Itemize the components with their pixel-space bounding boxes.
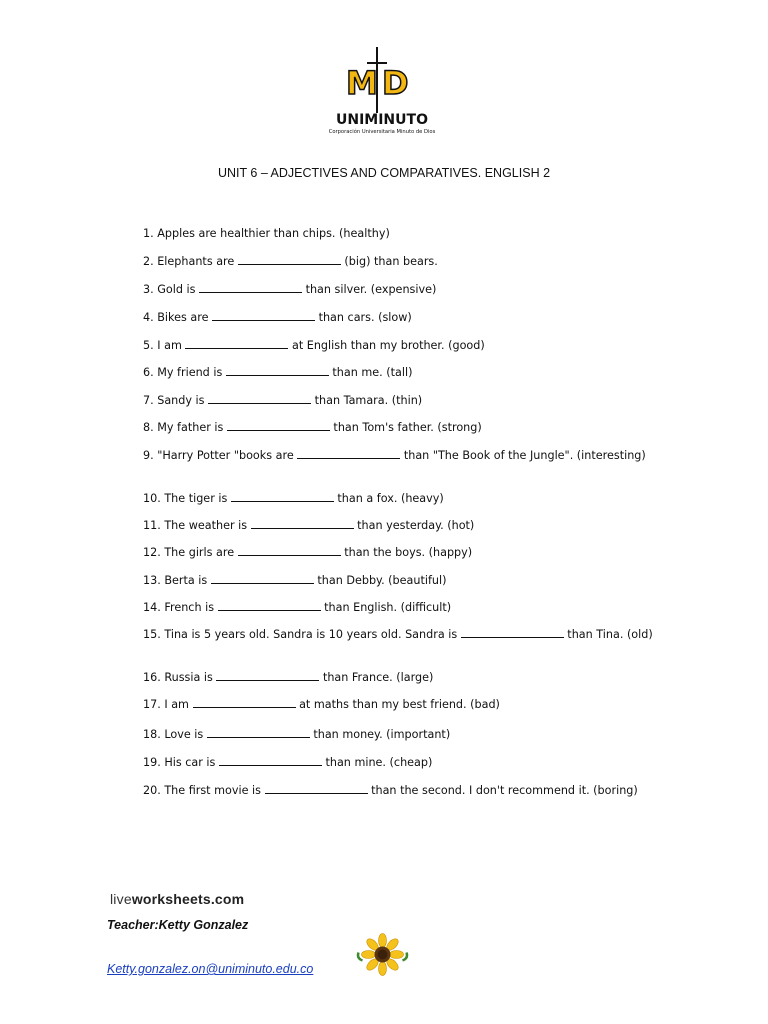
exercise-text-before: 8. My father is	[143, 421, 227, 434]
exercise-text-after: than the second. I don't recommend it. (boring)	[367, 784, 638, 797]
exercise-item	[143, 448, 688, 463]
exercise-text-before: 1. Apples are healthier than chips. (healthy)	[143, 227, 390, 240]
exercise-text-before: 4. Bikes are	[143, 311, 213, 324]
logo-name: UNIMINUTO	[336, 112, 428, 128]
answer-blank[interactable]	[297, 448, 400, 459]
exercise-text-after: than France. (large)	[319, 671, 434, 684]
exercise-text-after: than money. (important)	[309, 728, 451, 741]
exercise-text-after: at maths than my best friend. (bad)	[295, 698, 500, 711]
exercise-item	[143, 282, 688, 297]
logo-mark: M	[346, 64, 378, 102]
exercise-text-before: 19. His car is	[143, 756, 219, 769]
exercise-text-before: 17. I am	[143, 698, 193, 711]
exercise-item	[143, 338, 688, 353]
teacher-email-link[interactable]: Ketty.gonzalez.on@uniminuto.edu.co	[107, 962, 314, 976]
exercise-text-before: 16. Russia is	[143, 671, 217, 684]
exercise-text-after: than Debby. (beautiful)	[313, 574, 447, 587]
exercise-text-after: than Tina. (old)	[563, 628, 653, 641]
answer-blank[interactable]	[231, 491, 334, 502]
answer-blank[interactable]	[199, 282, 302, 293]
exercise-text-after: than mine. (cheap)	[321, 756, 433, 769]
exercise-item	[143, 600, 688, 615]
exercise-text-after: than silver. (expensive)	[302, 283, 437, 296]
exercise-item	[143, 670, 688, 685]
exercise-text-after: (big) than bears.	[340, 255, 438, 268]
exercise-item	[143, 545, 688, 560]
answer-blank[interactable]	[212, 310, 315, 321]
exercise-text-before: 20. The first movie is	[143, 784, 265, 797]
exercise-item	[143, 755, 688, 770]
teacher-name: Teacher:Ketty Gonzalez	[107, 918, 249, 932]
uniminuto-logo	[313, 45, 451, 137]
answer-blank[interactable]	[219, 755, 322, 766]
exercise-item	[143, 254, 688, 269]
exercise-text-before: 6. My friend is	[143, 366, 226, 379]
exercise-text-after: than Tamara. (thin)	[311, 394, 423, 407]
exercise-item	[143, 573, 688, 588]
exercise-item	[143, 226, 688, 241]
exercise-text-after: than English. (difficult)	[320, 601, 452, 614]
exercise-item	[143, 727, 688, 742]
exercise-text-before: 14. French is	[143, 601, 218, 614]
exercise-item	[143, 697, 688, 712]
answer-blank[interactable]	[227, 420, 330, 431]
exercise-item	[143, 420, 688, 435]
exercise-text-after: than cars. (slow)	[315, 311, 412, 324]
watermark-prefix: live	[110, 891, 132, 907]
answer-blank[interactable]	[193, 697, 296, 708]
exercise-text-before: 10. The tiger is	[143, 492, 231, 505]
exercise-text-before: 11. The weather is	[143, 519, 251, 532]
exercise-text-before: 18. Love is	[143, 728, 207, 741]
watermark-rest: worksheets.com	[131, 891, 245, 907]
exercise-item	[143, 783, 688, 798]
exercise-text-after: than yesterday. (hot)	[353, 519, 475, 532]
exercise-text-after: than me. (tall)	[328, 366, 413, 379]
exercise-text-before: 12. The girls are	[143, 546, 238, 559]
exercise-text-after: than "The Book of the Jungle". (interesting)	[400, 449, 646, 462]
exercise-text-before: 2. Elephants are	[143, 255, 238, 268]
exercise-text-before: 3. Gold is	[143, 283, 200, 296]
answer-blank[interactable]	[461, 627, 564, 638]
logo-subtitle: Corporación Universitaria Minuto de Dios	[328, 129, 436, 135]
answer-blank[interactable]	[185, 338, 288, 349]
exercise-item	[143, 393, 688, 408]
exercise-item	[143, 518, 688, 533]
exercise-text-before: 7. Sandy is	[143, 394, 209, 407]
answer-blank[interactable]	[207, 727, 310, 738]
worksheet-title: UNIT 6 – ADJECTIVES AND COMPARATIVES. ENGLISH 2	[217, 166, 551, 180]
answer-blank[interactable]	[211, 573, 314, 584]
exercise-text-before: 15. Tina is 5 years old. Sandra is 10 years old. Sandra is	[143, 628, 461, 641]
answer-blank[interactable]	[216, 670, 319, 681]
answer-blank[interactable]	[226, 365, 329, 376]
exercise-item	[143, 310, 688, 325]
exercise-text-after: than Tom's father. (strong)	[329, 421, 482, 434]
exercise-text-after: than a fox. (heavy)	[333, 492, 444, 505]
exercise-text-after: than the boys. (happy)	[340, 546, 473, 559]
sunflower-icon	[355, 932, 410, 977]
answer-blank[interactable]	[208, 393, 311, 404]
answer-blank[interactable]	[238, 254, 341, 265]
answer-blank[interactable]	[251, 518, 354, 529]
answer-blank[interactable]	[218, 600, 321, 611]
svg-text:D: D	[382, 64, 409, 102]
answer-blank[interactable]	[265, 783, 368, 794]
exercise-item	[143, 627, 688, 642]
exercise-item	[143, 365, 688, 380]
answer-blank[interactable]	[238, 545, 341, 556]
exercise-item	[143, 491, 688, 506]
exercise-text-before: 9. "Harry Potter "books are	[143, 449, 298, 462]
exercise-text-before: 5. I am	[143, 339, 186, 352]
exercise-text-after: at English than my brother. (good)	[288, 339, 485, 352]
exercise-text-before: 13. Berta is	[143, 574, 211, 587]
liveworksheets-watermark	[110, 891, 244, 907]
